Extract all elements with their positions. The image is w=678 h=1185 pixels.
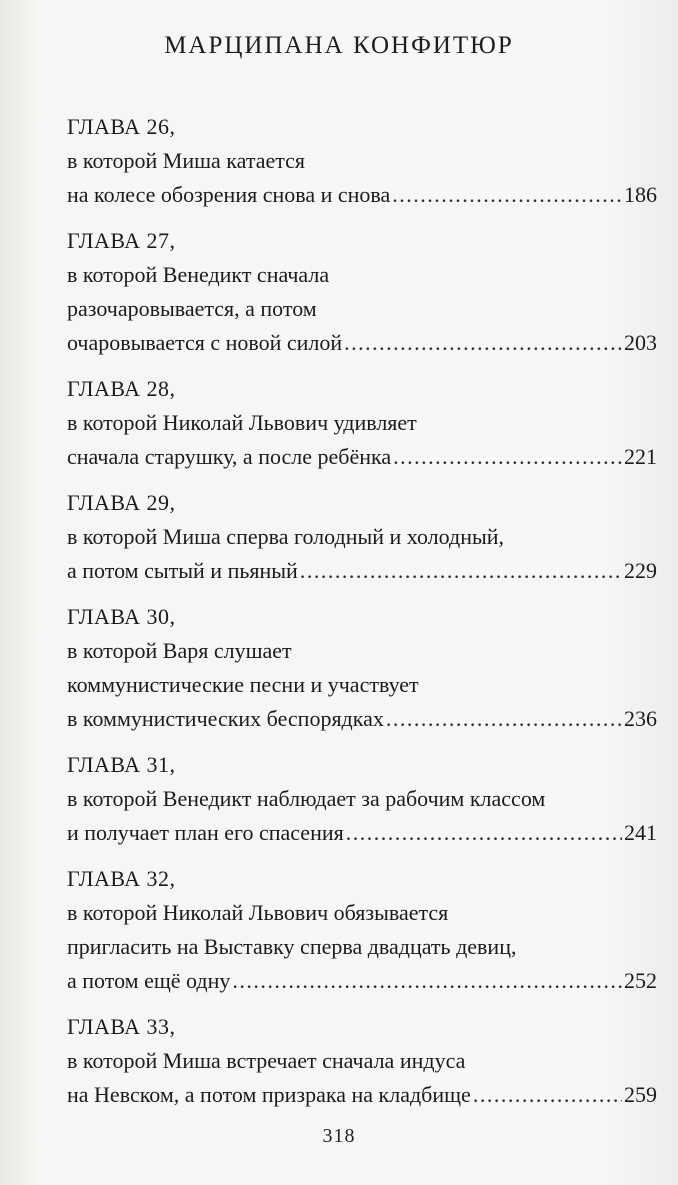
toc-entry-chapter-30 [67, 600, 657, 736]
chapter-description-last-line [67, 964, 657, 998]
chapter-description-line: в которой Венедикт сначала [67, 262, 330, 287]
chapter-heading: ГЛАВА 26, [67, 114, 176, 139]
dot-leader [473, 1078, 622, 1112]
chapter-description-text: и получает план его спасения [67, 820, 344, 845]
table-of-contents [67, 110, 657, 1124]
toc-entry-chapter-27 [67, 224, 657, 360]
chapter-page-number: 229 [624, 558, 657, 583]
dot-leader [300, 554, 622, 588]
toc-entry-chapter-28 [67, 372, 657, 474]
chapter-heading: ГЛАВА 28, [67, 376, 176, 401]
chapter-description-text: сначала старушку, а после ребёнка [67, 444, 392, 469]
chapter-description-text: а потом сытый и пьяный [67, 558, 298, 583]
dot-leader [386, 702, 622, 736]
chapter-description-text: на колесе обозрения снова и снова [67, 182, 391, 207]
chapter-heading: ГЛАВА 27, [67, 228, 176, 253]
dot-leader [344, 326, 622, 360]
chapter-description-line: в которой Миша катается [67, 148, 306, 173]
chapter-description-last-line [67, 440, 657, 474]
chapter-description-line: в которой Венедикт наблюдает за рабочим классом [67, 786, 546, 811]
chapter-description-text: а потом ещё одну [67, 968, 231, 993]
chapter-page-number: 252 [624, 968, 657, 993]
chapter-description-text: на Невском, а потом призрака на кладбище [67, 1082, 471, 1107]
chapter-heading: ГЛАВА 31, [67, 752, 176, 777]
chapter-description-line: в которой Николай Львович обязывается [67, 900, 449, 925]
chapter-description-line: разочаровывается, а потом [67, 296, 317, 321]
chapter-heading: ГЛАВА 32, [67, 866, 176, 891]
toc-entry-chapter-32 [67, 862, 657, 998]
chapter-description-last-line [67, 326, 657, 360]
chapter-page-number: 259 [624, 1082, 657, 1107]
chapter-heading: ГЛАВА 33, [67, 1014, 176, 1039]
dot-leader [346, 816, 622, 850]
chapter-description-line: в которой Миша сперва голодный и холодный, [67, 524, 505, 549]
toc-entry-chapter-31 [67, 748, 657, 850]
chapter-heading: ГЛАВА 29, [67, 490, 176, 515]
chapter-description-line: пригласить на Выставку сперва двадцать девиц, [67, 934, 517, 959]
chapter-page-number: 186 [624, 182, 657, 207]
chapter-description-text: в коммунистических беспорядках [67, 706, 384, 731]
chapter-description-last-line [67, 554, 657, 588]
chapter-description-line: коммунистические песни и участвует [67, 672, 419, 697]
chapter-description-last-line [67, 816, 657, 850]
dot-leader [232, 964, 622, 998]
toc-entry-chapter-29 [67, 486, 657, 588]
toc-entry-chapter-33 [67, 1010, 657, 1112]
chapter-page-number: 236 [624, 706, 657, 731]
chapter-description-text: очаровывается с новой силой [67, 330, 343, 355]
chapter-heading: ГЛАВА 30, [67, 604, 176, 629]
chapter-page-number: 221 [624, 444, 657, 469]
chapter-page-number: 241 [624, 820, 657, 845]
page-number: 318 [322, 1125, 356, 1147]
running-head: МАРЦИПАНА КОНФИТЮР [164, 32, 514, 59]
toc-entry-chapter-26 [67, 110, 657, 212]
chapter-description-line: в которой Варя слушает [67, 638, 292, 663]
dot-leader [393, 440, 622, 474]
chapter-description-last-line [67, 702, 657, 736]
chapter-description-last-line [67, 178, 657, 212]
chapter-description-line: в которой Николай Львович удивляет [67, 410, 417, 435]
chapter-page-number: 203 [624, 330, 657, 355]
chapter-description-last-line [67, 1078, 657, 1112]
dot-leader [392, 178, 622, 212]
chapter-description-line: в которой Миша встречает сначала индуса [67, 1048, 466, 1073]
